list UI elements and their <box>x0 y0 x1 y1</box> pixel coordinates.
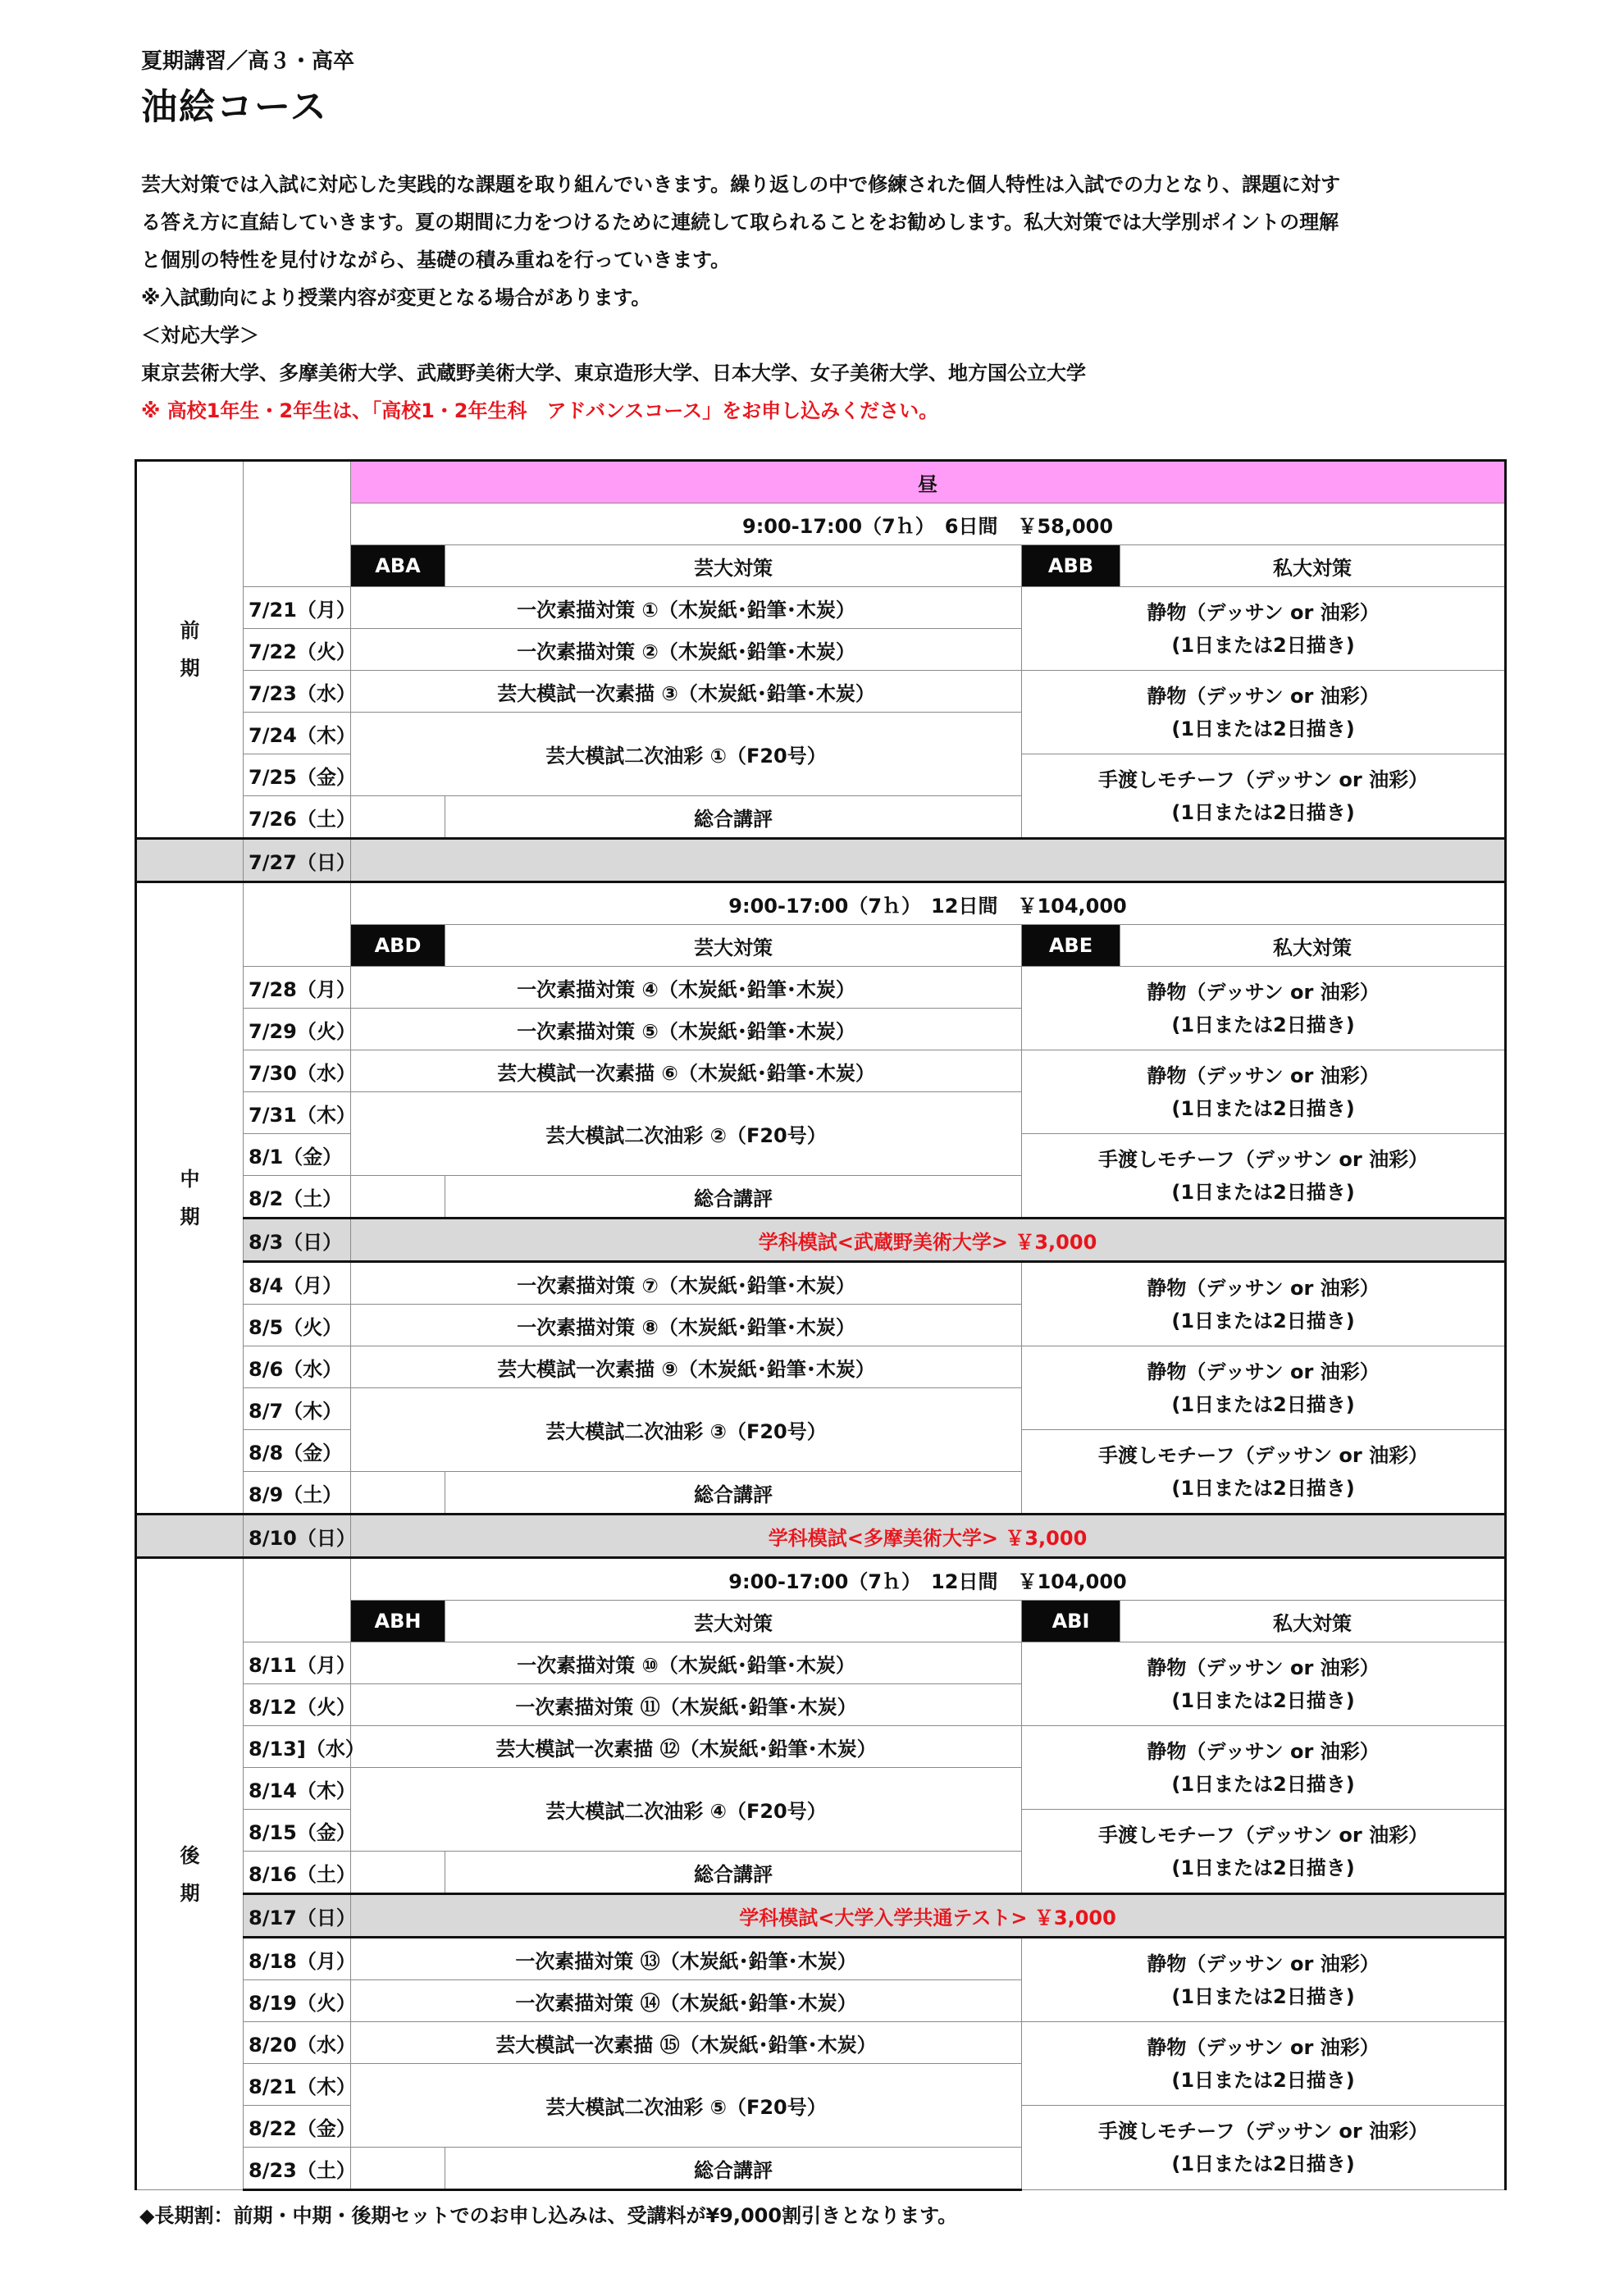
shidai-lesson: 静物（デッサン or 油彩） (1日または2日描き) <box>1022 2022 1506 2106</box>
footer-note: ◆長期割：前期・中期・後期セットでのお申し込みは、受講料が¥9,000割引きとなります。 <box>139 2204 958 2227</box>
hiru-header: 昼 <box>351 461 1506 503</box>
date-cell: 7/24（木） <box>244 713 351 754</box>
shidai-lesson: 静物（デッサン or 油彩） (1日または2日描き) <box>1022 1346 1506 1430</box>
date-cell: 7/25（金） <box>244 754 351 796</box>
date-cell: 7/28（月） <box>244 967 351 1009</box>
geidai-review: 総合講評 <box>445 796 1022 839</box>
intro-line: と個別の特性を見付けながら、基礎の積み重ねを行っていきます。 <box>141 248 731 271</box>
period-koki: 後 期 <box>136 1558 244 2190</box>
date-cell: 7/30（水） <box>244 1050 351 1092</box>
intro-line: る答え方に直結していきます。夏の期間に力をつけるために連続して取られることをお勧めします。私大対策では大学別ポイントの理解 <box>141 211 1339 234</box>
mock-exam-row: 学科模試<武蔵野美術大学> ￥3,000 <box>351 1219 1506 1262</box>
page-subtitle: 夏期講習／高３・高卒 <box>141 49 355 74</box>
shidai-lesson: 静物（デッサン or 油彩） (1日または2日描き) <box>1022 587 1506 671</box>
geidai-lesson: 芸大模試二次油彩 ②（F20号） <box>351 1092 1022 1176</box>
geidai-lesson: 芸大模試二次油彩 ③（F20号） <box>351 1388 1022 1472</box>
break-row <box>351 839 1506 882</box>
intro-line: ＜対応大学＞ <box>141 324 259 347</box>
date-cell: 8/18（月） <box>244 1938 351 1980</box>
geidai-lesson: 一次素描対策 ⑦（木炭紙･鉛筆･木炭） <box>351 1262 1022 1305</box>
mock-exam-row: 学科模試<大学入学共通テスト> ￥3,000 <box>351 1894 1506 1938</box>
blank-cell <box>351 2148 445 2190</box>
shidai-lesson: 静物（デッサン or 油彩） (1日または2日描き) <box>1022 1262 1506 1346</box>
shidai-lesson: 手渡しモチーフ（デッサン or 油彩） (1日または2日描き) <box>1022 1430 1506 1515</box>
geidai-lesson: 一次素描対策 ⑬（木炭紙･鉛筆･木炭） <box>351 1938 1022 1980</box>
date-cell: 7/26（土） <box>244 796 351 839</box>
date-cell: 8/19（火） <box>244 1980 351 2022</box>
date-cell: 8/22（金） <box>244 2106 351 2148</box>
date-cell: 8/20（水） <box>244 2022 351 2064</box>
geidai-header: 芸大対策 <box>445 925 1022 967</box>
shidai-lesson: 静物（デッサン or 油彩） (1日または2日描き) <box>1022 671 1506 754</box>
date-cell: 7/27（日） <box>244 839 351 882</box>
mock-exam-row: 学科模試<多摩美術大学> ￥3,000 <box>351 1515 1506 1558</box>
date-cell: 8/16（土） <box>244 1852 351 1894</box>
intro-line: 東京芸術大学、多摩美術大学、武蔵野美術大学、東京造形大学、日本大学、女子美術大学、地方国公立大学 <box>141 362 1086 385</box>
date-cell: 8/4（月） <box>244 1262 351 1305</box>
geidai-lesson: 一次素描対策 ⑧（木炭紙･鉛筆･木炭） <box>351 1305 1022 1346</box>
koki-time-price: 9:00-17:00（7ｈ） 12日間 ￥104,000 <box>351 1558 1506 1601</box>
date-cell: 7/31（木） <box>244 1092 351 1134</box>
code-aba: ABA <box>351 545 445 587</box>
code-abb: ABB <box>1022 545 1120 587</box>
date-cell: 7/21（月） <box>244 587 351 629</box>
geidai-lesson: 一次素描対策 ⑩（木炭紙･鉛筆･木炭） <box>351 1642 1022 1684</box>
break-row-blank <box>136 839 244 882</box>
geidai-lesson: 一次素描対策 ④（木炭紙･鉛筆･木炭） <box>351 967 1022 1009</box>
date-cell: 8/14（木） <box>244 1768 351 1810</box>
geidai-review: 総合講評 <box>445 1472 1022 1515</box>
blank-cell <box>351 796 445 839</box>
blank-cell <box>351 1472 445 1515</box>
geidai-review: 総合講評 <box>445 1176 1022 1219</box>
date-cell: 8/1（金） <box>244 1134 351 1176</box>
period-chuki: 中 期 <box>136 882 244 1515</box>
geidai-lesson: 芸大模試一次素描 ⑫（木炭紙･鉛筆･木炭） <box>351 1726 1022 1768</box>
geidai-review: 総合講評 <box>445 1852 1022 1894</box>
date-cell: 8/17（日） <box>244 1894 351 1938</box>
intro-text <box>141 166 1503 430</box>
date-cell: 8/13]（水） <box>244 1726 351 1768</box>
date-cell: 7/22（火） <box>244 629 351 671</box>
date-cell: 8/12（火） <box>244 1684 351 1726</box>
geidai-lesson: 一次素描対策 ①（木炭紙･鉛筆･木炭） <box>351 587 1022 629</box>
period-zenki: 前 期 <box>136 461 244 839</box>
blank-cell <box>351 1852 445 1894</box>
intro-warning: ※ 高校1年生・2年生は、「高校1・2年生科 アドバンスコース」をお申し込みください。 <box>141 399 939 422</box>
intro-line: ※入試動向により授業内容が変更となる場合があります。 <box>141 286 651 309</box>
shidai-lesson: 静物（デッサン or 油彩） (1日または2日描き) <box>1022 1642 1506 1726</box>
shidai-lesson: 静物（デッサン or 油彩） (1日または2日描き) <box>1022 1938 1506 2022</box>
geidai-lesson: 一次素描対策 ⑪（木炭紙･鉛筆･木炭） <box>351 1684 1022 1726</box>
intro-line: 芸大対策では入試に対応した実践的な課題を取り組んでいきます。繰り返しの中で修練された個人特性は入試での力となり、課題に対す <box>141 173 1341 196</box>
date-header-blank <box>244 461 351 587</box>
geidai-lesson: 芸大模試一次素描 ⑨（木炭紙･鉛筆･木炭） <box>351 1346 1022 1388</box>
shidai-lesson: 手渡しモチーフ（デッサン or 油彩） (1日または2日描き) <box>1022 2106 1506 2190</box>
chuki-time-price: 9:00-17:00（7ｈ） 12日間 ￥104,000 <box>351 882 1506 925</box>
geidai-lesson: 芸大模試二次油彩 ④（F20号） <box>351 1768 1022 1852</box>
shidai-header: 私大対策 <box>1120 925 1506 967</box>
shidai-lesson: 静物（デッサン or 油彩） (1日または2日描き) <box>1022 1050 1506 1134</box>
shidai-lesson: 手渡しモチーフ（デッサン or 油彩） (1日または2日描き) <box>1022 1810 1506 1894</box>
date-cell: 8/3（日） <box>244 1219 351 1262</box>
shidai-lesson: 静物（デッサン or 油彩） (1日または2日描き) <box>1022 967 1506 1050</box>
shidai-header: 私大対策 <box>1120 1601 1506 1642</box>
date-cell: 8/8（金） <box>244 1430 351 1472</box>
geidai-header: 芸大対策 <box>445 1601 1022 1642</box>
zenki-time-price: 9:00-17:00（7ｈ） 6日間 ￥58,000 <box>351 503 1506 545</box>
code-abh: ABH <box>351 1601 445 1642</box>
code-abe: ABE <box>1022 925 1120 967</box>
geidai-lesson: 一次素描対策 ②（木炭紙･鉛筆･木炭） <box>351 629 1022 671</box>
date-cell: 8/10（日） <box>244 1515 351 1558</box>
date-cell: 8/6（水） <box>244 1346 351 1388</box>
shidai-lesson: 手渡しモチーフ（デッサン or 油彩） (1日または2日描き) <box>1022 754 1506 839</box>
date-cell: 8/11（月） <box>244 1642 351 1684</box>
schedule-table <box>135 459 1507 2191</box>
geidai-header: 芸大対策 <box>445 545 1022 587</box>
date-cell: 8/2（土） <box>244 1176 351 1219</box>
geidai-review: 総合講評 <box>445 2148 1022 2190</box>
date-cell: 8/5（火） <box>244 1305 351 1346</box>
date-cell: 7/29（火） <box>244 1009 351 1050</box>
date-cell: 8/15（金） <box>244 1810 351 1852</box>
date-cell: 8/21（木） <box>244 2064 351 2106</box>
geidai-lesson: 一次素描対策 ⑭（木炭紙･鉛筆･木炭） <box>351 1980 1022 2022</box>
geidai-lesson: 芸大模試一次素描 ③（木炭紙･鉛筆･木炭） <box>351 671 1022 713</box>
geidai-lesson: 一次素描対策 ⑤（木炭紙･鉛筆･木炭） <box>351 1009 1022 1050</box>
page-title: 油絵コース <box>141 86 328 128</box>
geidai-lesson: 芸大模試一次素描 ⑮（木炭紙･鉛筆･木炭） <box>351 2022 1022 2064</box>
date-header-blank <box>244 882 351 967</box>
break-row-blank <box>136 1515 244 1558</box>
date-cell: 8/23（土） <box>244 2148 351 2190</box>
date-cell: 7/23（水） <box>244 671 351 713</box>
code-abi: ABI <box>1022 1601 1120 1642</box>
geidai-lesson: 芸大模試二次油彩 ⑤（F20号） <box>351 2064 1022 2148</box>
date-cell: 8/7（木） <box>244 1388 351 1430</box>
shidai-lesson: 静物（デッサン or 油彩） (1日または2日描き) <box>1022 1726 1506 1810</box>
code-abd: ABD <box>351 925 445 967</box>
shidai-header: 私大対策 <box>1120 545 1506 587</box>
geidai-lesson: 芸大模試一次素描 ⑥（木炭紙･鉛筆･木炭） <box>351 1050 1022 1092</box>
date-cell: 8/9（土） <box>244 1472 351 1515</box>
date-header-blank <box>244 1558 351 1642</box>
blank-cell <box>351 1176 445 1219</box>
shidai-lesson: 手渡しモチーフ（デッサン or 油彩） (1日または2日描き) <box>1022 1134 1506 1219</box>
geidai-lesson: 芸大模試二次油彩 ①（F20号） <box>351 713 1022 796</box>
